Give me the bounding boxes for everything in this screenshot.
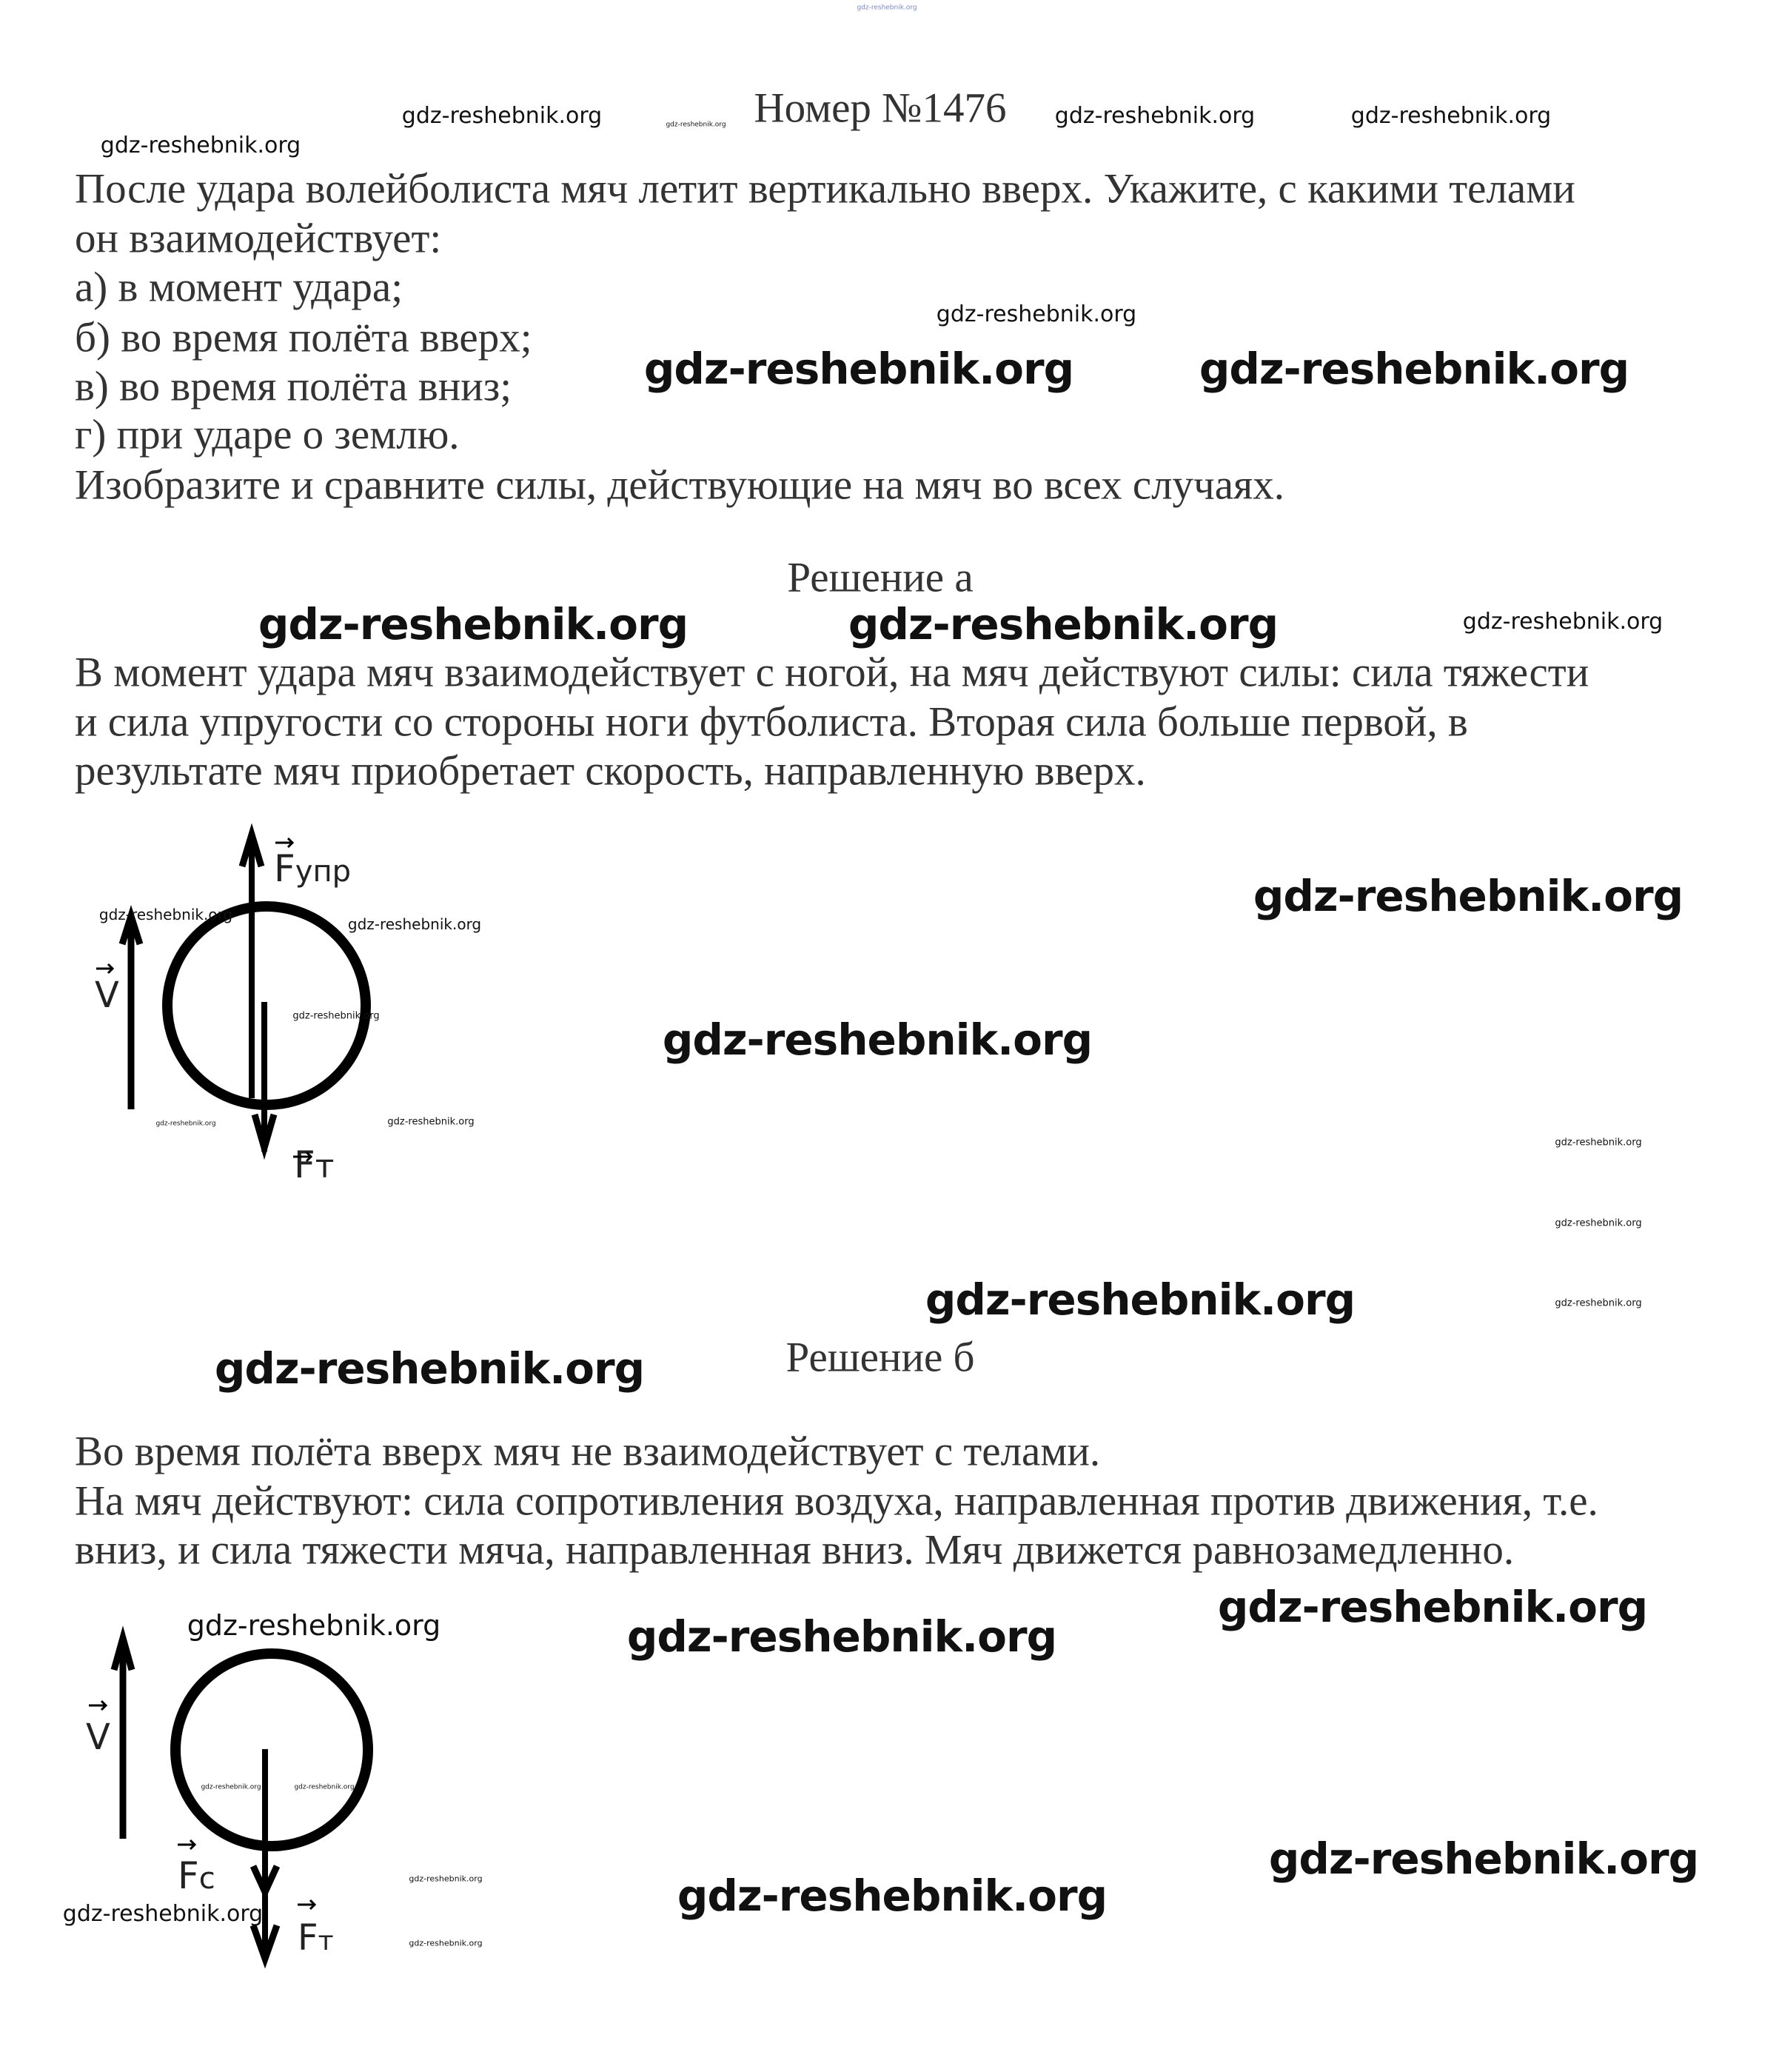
vector-arrow-icon <box>275 838 292 847</box>
solution-line: Во время полёта вверх мяч не взаимодействует с телами. <box>75 1428 1101 1475</box>
watermark: gdz-reshebnik.org <box>1253 871 1683 921</box>
vector-arrow-icon <box>298 1900 315 1909</box>
watermark: gdz-reshebnik.org <box>387 1116 475 1128</box>
problem-line: он взаимодействует: <box>75 215 442 262</box>
watermark: gdz-reshebnik.org <box>155 1120 216 1128</box>
elastic-force-label: Fупр <box>274 847 351 890</box>
watermark: gdz-reshebnik.org <box>214 1343 645 1394</box>
watermark: gdz-reshebnik.org <box>187 1609 441 1642</box>
watermark: gdz-reshebnik.org <box>401 103 603 129</box>
solution-line: вниз, и сила тяжести мяча, направленная вниз. Мяч движется равнозамедленно. <box>75 1526 1515 1574</box>
watermark: gdz-reshebnik.org <box>662 1015 1093 1065</box>
watermark: gdz-reshebnik.org <box>925 1274 1356 1325</box>
watermark: gdz-reshebnik.org <box>643 344 1074 394</box>
solution-line: На мяч действуют: сила сопротивления воздуха, направленная против движения, т.е. <box>75 1477 1598 1525</box>
solution-a-heading: Решение а <box>787 554 974 601</box>
solution-b-heading: Решение б <box>785 1334 975 1381</box>
problem-line: Изобразите и сравните силы, действующие на мяч во всех случаях. <box>75 461 1284 509</box>
watermark: gdz-reshebnik.org <box>409 1874 483 1884</box>
problem-line: После удара волейболиста мяч летит вертикально вверх. Укажите, с какими телами <box>75 165 1575 213</box>
watermark: gdz-reshebnik.org <box>62 1901 264 1927</box>
solution-line: результате мяч приобретает скорость, направленную вверх. <box>75 747 1146 795</box>
vector-arrow-icon <box>89 1701 106 1710</box>
watermark: gdz-reshebnik.org <box>100 133 301 158</box>
velocity-label: V <box>95 975 119 1016</box>
problem-line: г) при ударе о землю. <box>75 411 460 458</box>
solution-line: и сила упругости со стороны ноги футболиста. Вторая сила больше первой, в <box>75 698 1468 746</box>
ball-circle <box>175 1654 368 1846</box>
watermark: gdz-reshebnik.org <box>292 1010 380 1022</box>
watermark: gdz-reshebnik.org <box>1462 609 1664 635</box>
watermark: gdz-reshebnik.org <box>1268 1834 1699 1884</box>
watermark: gdz-reshebnik.org <box>1555 1137 1642 1149</box>
watermark: gdz-reshebnik.org <box>1350 103 1552 129</box>
vector-arrow-icon <box>178 1840 195 1849</box>
watermark: gdz-reshebnik.org <box>1555 1217 1642 1229</box>
watermark: gdz-reshebnik.org <box>626 1611 1057 1662</box>
gravity-force-label: Fт <box>298 1917 334 1959</box>
solution-line: В момент удара мяч взаимодействует с ногой, на мяч действуют силы: сила тяжести <box>75 649 1589 696</box>
watermark: gdz-reshebnik.org <box>201 1783 261 1791</box>
problem-line: а) в момент удара; <box>75 264 403 311</box>
watermark: gdz-reshebnik.org <box>98 906 233 923</box>
watermark: gdz-reshebnik.org <box>1555 1297 1642 1309</box>
resistance-force-label: Fc <box>178 1854 215 1897</box>
watermark: gdz-reshebnik.org <box>936 301 1137 327</box>
page-title: Номер №1476 <box>754 84 1007 132</box>
watermark: gdz-reshebnik.org <box>347 915 482 933</box>
watermark: gdz-reshebnik.org <box>409 1938 483 1948</box>
watermark: gdz-reshebnik.org <box>677 1871 1108 1921</box>
watermark: gdz-reshebnik.org <box>1054 103 1256 129</box>
problem-line: б) во время полёта вверх; <box>75 314 532 361</box>
watermark: gdz-reshebnik.org <box>857 4 917 12</box>
watermark: gdz-reshebnik.org <box>258 599 689 649</box>
watermark: gdz-reshebnik.org <box>1199 344 1629 394</box>
vector-arrow-icon <box>96 964 113 973</box>
watermark: gdz-reshebnik.org <box>294 1783 355 1791</box>
watermark: gdz-reshebnik.org <box>666 121 726 129</box>
watermark: gdz-reshebnik.org <box>1217 1582 1648 1632</box>
watermark: gdz-reshebnik.org <box>848 599 1279 649</box>
gravity-force-label: Fт <box>294 1143 335 1186</box>
velocity-label: V <box>86 1717 110 1758</box>
problem-line: в) во время полёта вниз; <box>75 363 512 410</box>
